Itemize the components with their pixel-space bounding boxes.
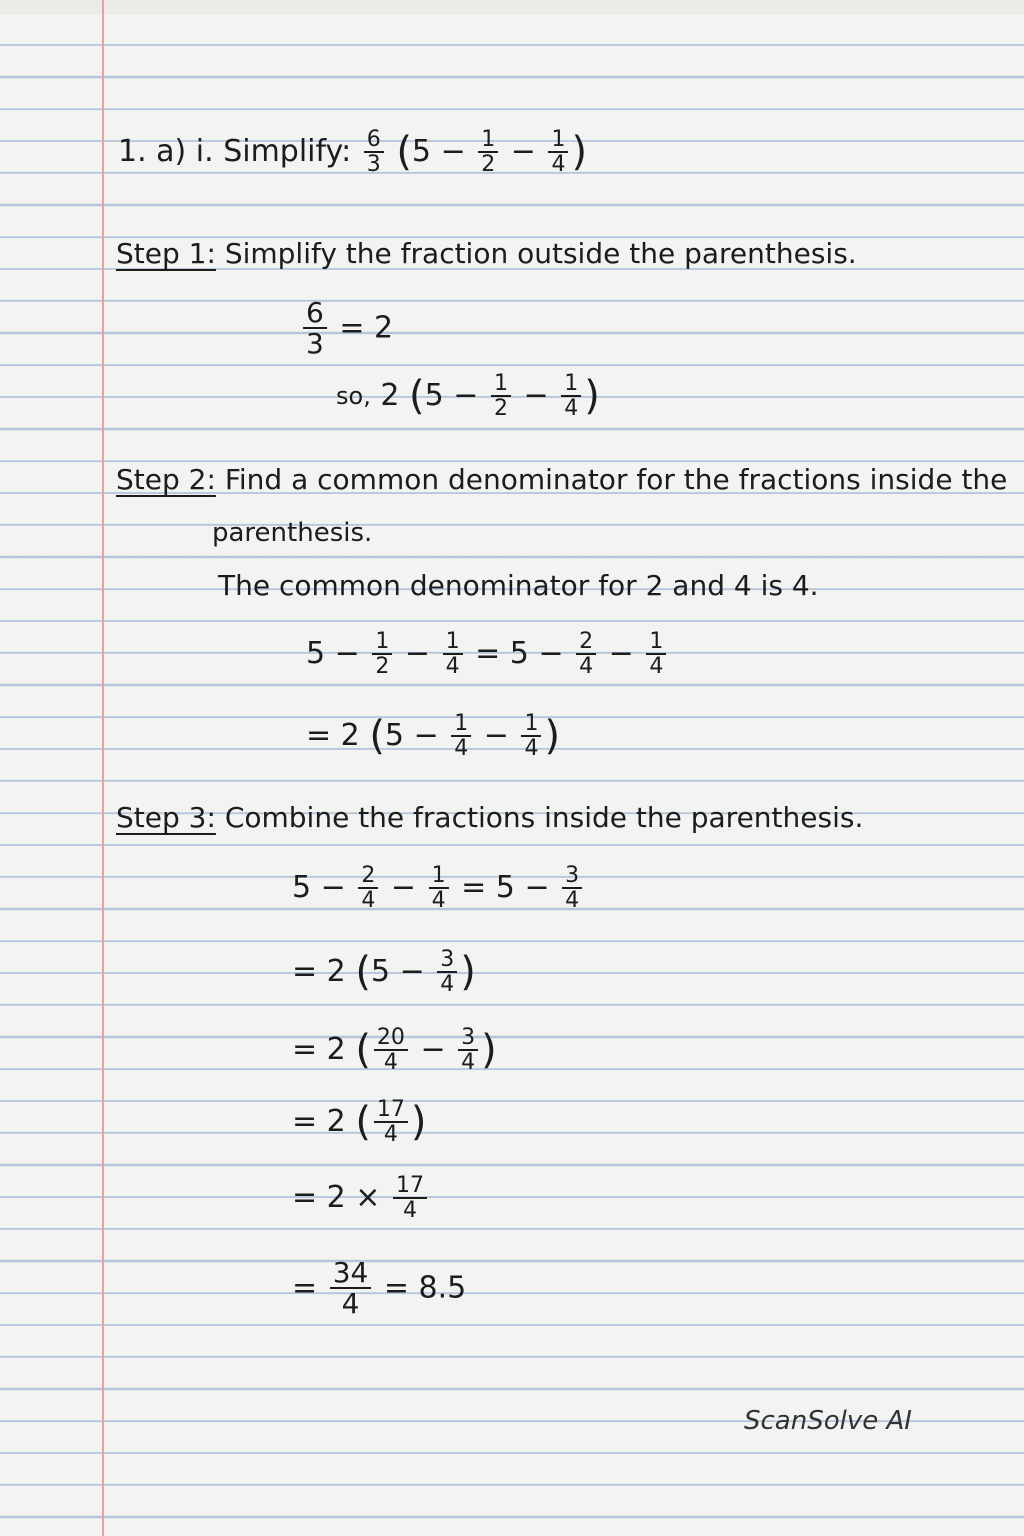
step3-equation-3 <box>292 1026 497 1074</box>
fraction: $\frac{1}{4}$ <box>548 128 568 176</box>
step3-equation-6 <box>292 1258 466 1319</box>
whole-number: 5 <box>495 870 515 906</box>
equation-prefix: = 2 <box>292 954 346 990</box>
step3-equation-5 <box>292 1174 430 1222</box>
fraction: $\frac{1}{4}$ <box>521 712 541 760</box>
minus-sign: − <box>453 378 479 414</box>
margin-line <box>102 0 104 1536</box>
step3-heading <box>116 801 864 834</box>
equation-prefix: = 2 × <box>292 1180 381 1216</box>
fraction: $\frac{17}{4}$ <box>393 1174 427 1222</box>
step2-note: The common denominator for 2 and 4 is 4. <box>218 569 819 602</box>
fraction: $\frac{1}{2}$ <box>372 630 392 678</box>
signature: ScanSolve AI <box>744 1406 912 1436</box>
equation-prefix: = <box>292 1270 318 1306</box>
step3-label: Step 3: <box>116 801 216 834</box>
step1-heading <box>116 237 857 270</box>
fraction: $\frac{34}{4}$ <box>330 1258 372 1319</box>
minus-sign: − <box>524 870 550 906</box>
fraction: $\frac{1}{4}$ <box>429 864 449 912</box>
fraction: $\frac{17}{4}$ <box>374 1098 408 1146</box>
open-paren: ( <box>355 949 371 996</box>
fraction: $\frac{3}{4}$ <box>458 1026 478 1074</box>
fraction: $\frac{1}{2}$ <box>491 372 511 420</box>
step2-text-continued: parenthesis. <box>212 518 373 548</box>
whole-number: 5 <box>424 378 444 414</box>
minus-sign: − <box>523 378 549 414</box>
close-paren: ) <box>410 1099 427 1146</box>
step1-text: Simplify the fraction outside the parenthesis. <box>224 237 857 270</box>
step2-label: Step 2: <box>116 463 216 496</box>
so-prefix: so, <box>336 382 371 411</box>
result-text: = 2 <box>339 310 394 346</box>
open-paren: ( <box>409 373 425 420</box>
whole-number: 5 <box>411 134 432 170</box>
close-paren: ) <box>584 373 600 420</box>
equation-prefix: = 2 <box>292 1104 346 1140</box>
minus-sign: − <box>399 954 425 990</box>
equation-prefix: = 2 <box>292 1032 346 1068</box>
minus-sign: − <box>440 134 466 170</box>
factor: 2 <box>380 378 400 414</box>
step3-equation-4 <box>292 1098 427 1146</box>
step2-heading <box>116 463 1008 496</box>
minus-sign: − <box>390 870 417 906</box>
problem-label: 1. a) i. Simplify: <box>118 134 352 170</box>
step1-equation-1 <box>300 298 393 359</box>
problem-statement <box>118 128 587 176</box>
fraction: $\frac{1}{4}$ <box>561 372 581 420</box>
fraction: $\frac{20}{4}$ <box>374 1026 408 1074</box>
whole-number: 5 <box>306 636 326 672</box>
minus-sign: − <box>413 718 439 754</box>
minus-sign: − <box>320 870 346 906</box>
problem-lead-fraction: $\frac{6}{3}$ <box>364 128 384 176</box>
fraction: $\frac{2}{4}$ <box>358 864 378 912</box>
whole-number: 5 <box>384 718 405 754</box>
minus-sign: − <box>334 636 360 672</box>
fraction: $\frac{1}{2}$ <box>478 128 498 176</box>
open-paren: ( <box>369 713 385 760</box>
minus-sign: − <box>608 636 634 672</box>
fraction: $\frac{6}{3}$ <box>303 298 327 359</box>
whole-number: 5 <box>370 954 391 990</box>
close-paren: ) <box>481 1027 497 1074</box>
fraction: $\frac{1}{4}$ <box>451 712 471 760</box>
fraction: $\frac{1}{4}$ <box>443 630 463 678</box>
minus-sign: − <box>483 718 509 754</box>
equation-prefix: = 2 <box>306 718 360 754</box>
whole-number: 5 <box>509 636 529 672</box>
paper-top-edge <box>0 0 1024 14</box>
step2-text: Find a common denominator for the fractions inside the <box>224 463 1008 496</box>
final-result: = 8.5 <box>383 1270 467 1306</box>
step2-equation-1 <box>306 630 669 678</box>
fraction: $\frac{1}{4}$ <box>646 630 666 678</box>
step3-equation-1 <box>292 864 585 912</box>
step2-equation-2 <box>306 712 560 760</box>
minus-sign: − <box>510 134 536 170</box>
minus-sign: − <box>538 636 564 672</box>
open-paren: ( <box>396 129 412 176</box>
step1-equation-2 <box>336 372 600 420</box>
minus-sign: − <box>404 636 431 672</box>
fraction: $\frac{3}{4}$ <box>562 864 582 912</box>
step1-label: Step 1: <box>116 237 216 270</box>
open-paren: ( <box>355 1027 371 1074</box>
fraction: $\frac{3}{4}$ <box>437 948 457 996</box>
step3-equation-2 <box>292 948 476 996</box>
whole-number: 5 <box>292 870 312 906</box>
minus-sign: − <box>420 1032 446 1068</box>
open-paren: ( <box>355 1099 371 1146</box>
close-paren: ) <box>571 129 588 176</box>
close-paren: ) <box>544 713 561 760</box>
fraction: $\frac{2}{4}$ <box>576 630 596 678</box>
equals-sign: = <box>461 870 487 906</box>
close-paren: ) <box>460 949 476 996</box>
equals-sign: = <box>475 636 501 672</box>
step3-text: Combine the fractions inside the parenthesis. <box>224 801 864 834</box>
